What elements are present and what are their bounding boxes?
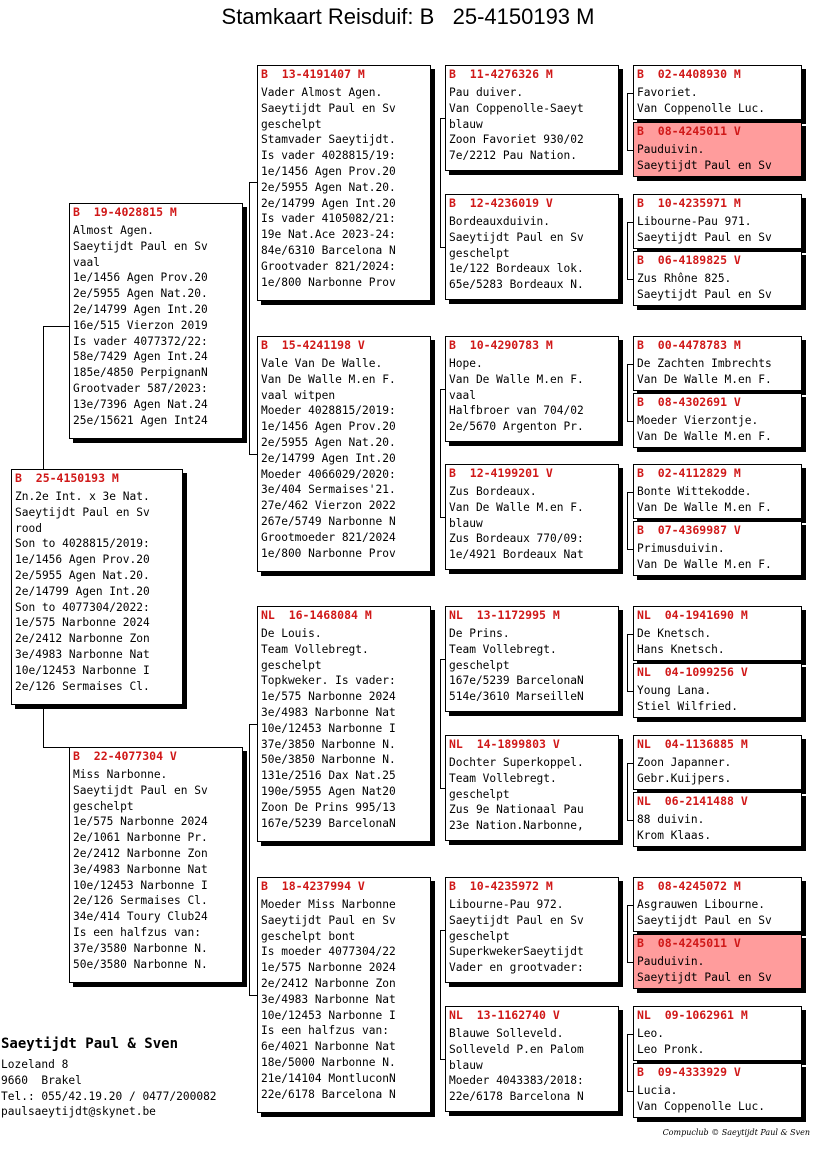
pigeon-name: Hope. xyxy=(449,357,483,370)
detail-line: 37e/3850 Narbonne N. xyxy=(261,737,396,751)
pigeon-name: Bonte Wittekodde. xyxy=(637,485,752,498)
detail-line: 1e/575 Narbonne 2024 xyxy=(73,815,208,829)
ring-number: B 10-4235972 M xyxy=(449,879,553,893)
ring-number: B 13-4191407 M xyxy=(261,67,365,81)
card-details xyxy=(446,210,618,293)
detail-line: vaal xyxy=(449,388,476,402)
detail-line: 37e/3580 Narbonne N. xyxy=(73,941,208,955)
pigeon-card-g3-7 xyxy=(445,877,619,983)
detail-line: 6e/4021 Narbonne Nat xyxy=(261,1040,396,1054)
connector-line xyxy=(440,930,441,1059)
pigeon-name: Young Lana. xyxy=(637,684,712,697)
pigeon-card-g4-4 xyxy=(633,251,802,306)
ring-number: B 19-4028815 M xyxy=(73,205,177,219)
connector-line xyxy=(627,905,628,962)
pigeon-card-g4-2 xyxy=(633,122,802,177)
detail-line: Saeytijdt Paul en Sv xyxy=(637,970,772,984)
ring-number: NL 16-1468084 M xyxy=(261,608,372,622)
detail-line: Team Vollebregt. xyxy=(449,771,557,785)
pigeon-name: Vale Van De Walle. xyxy=(261,357,383,370)
detail-line: geschelpt xyxy=(73,799,134,813)
detail-line: Van De Walle M.en F. xyxy=(261,372,396,386)
detail-line: geschelpt xyxy=(449,658,510,672)
detail-line: 185e/4850 PerpignanN xyxy=(73,366,208,380)
detail-line: geschelpt xyxy=(261,117,322,131)
detail-line: geschelpt xyxy=(261,658,322,672)
detail-line: Saeytijdt Paul en Sv xyxy=(73,783,208,797)
pigeon-name: De Knetsch. xyxy=(637,627,712,640)
pigeon-name: 88 duivin. xyxy=(637,813,705,826)
detail-line: 167e/5239 BarcelonaN xyxy=(449,674,584,688)
detail-line: 2e/1061 Narbonne Pr. xyxy=(73,831,208,845)
detail-line: 514e/3610 MarseilleN xyxy=(449,690,584,704)
detail-line: Is een halfzus van: xyxy=(73,925,201,939)
ring-number: NL 14-1899803 V xyxy=(449,737,560,751)
pigeon-name: De Louis. xyxy=(261,627,322,640)
detail-line: Krom Klaas. xyxy=(637,828,712,842)
detail-line: Son to 4028815/2019: xyxy=(15,537,150,551)
detail-line: Zus 9e Nationaal Pau xyxy=(449,803,584,817)
card-details xyxy=(634,808,801,844)
detail-line: 2e/5670 Argenton Pr. xyxy=(449,420,584,434)
ring-number: B 06-4189825 V xyxy=(637,253,741,267)
detail-line: 1e/1456 Agen Prov.20 xyxy=(261,164,396,178)
connector-line xyxy=(627,364,628,421)
detail-line: blauw xyxy=(449,117,483,131)
detail-line: 3e/4983 Narbonne Nat xyxy=(261,705,396,719)
detail-line: rood xyxy=(15,521,42,535)
detail-line: Stamvader Saeytijdt. xyxy=(261,133,396,147)
connector-line xyxy=(43,747,69,748)
pigeon-card-g4-3 xyxy=(633,194,802,249)
detail-line: 50e/3580 Narbonne N. xyxy=(73,957,208,971)
pigeon-card-ss xyxy=(257,65,431,301)
connector-line xyxy=(249,995,257,996)
pigeon-name: Zn.2e Int. x 3e Nat. xyxy=(15,490,150,503)
ring-number: B 08-4302691 V xyxy=(637,395,741,409)
card-details xyxy=(70,219,242,428)
detail-line: Van De Walle M.en F. xyxy=(449,500,584,514)
card-details xyxy=(446,622,618,705)
detail-line: Van De Walle M.en F. xyxy=(637,500,772,514)
detail-line: 1e/575 Narbonne 2024 xyxy=(261,961,396,975)
pigeon-card-g3-4 xyxy=(445,464,619,570)
detail-line: blauw xyxy=(449,516,483,530)
detail-line: 50e/3850 Narbonne N. xyxy=(261,753,396,767)
pigeon-name: Zus Bordeaux. xyxy=(449,485,537,498)
detail-line: 18e/5000 Narbonne N. xyxy=(261,1055,396,1069)
card-details xyxy=(446,352,618,435)
pigeon-card-g4-14 xyxy=(633,934,802,989)
detail-line: Halfbroer van 704/02 xyxy=(449,404,584,418)
ring-number: B 08-4245011 V xyxy=(637,936,741,950)
detail-line: geschelpt xyxy=(449,787,510,801)
pigeon-card-sd xyxy=(257,336,431,572)
connector-line xyxy=(43,326,44,469)
ring-number: B 12-4236019 V xyxy=(449,196,553,210)
card-details xyxy=(634,893,801,929)
pigeon-card-subject xyxy=(11,469,183,705)
detail-line: Son to 4077304/2022: xyxy=(15,600,150,614)
card-details xyxy=(634,1079,801,1115)
pigeon-card-g4-12 xyxy=(633,792,802,847)
detail-line: 2e/14799 Agen Int.20 xyxy=(15,584,150,598)
detail-line: Gebr.Kuijpers. xyxy=(637,771,732,785)
card-details xyxy=(634,950,801,986)
detail-line: 3e/4983 Narbonne Nat xyxy=(15,647,150,661)
pigeon-name: Pauduivin. xyxy=(637,955,705,968)
ring-number: B 25-4150193 M xyxy=(15,471,119,485)
detail-line: 1e/1456 Agen Prov.20 xyxy=(261,420,396,434)
card-details xyxy=(446,480,618,563)
detail-line: 1e/4921 Bordeaux Nat xyxy=(449,548,584,562)
detail-line: Van Coppenolle Luc. xyxy=(637,1099,765,1113)
detail-line: Zoon Favoriet 930/02 xyxy=(449,133,584,147)
card-details xyxy=(634,537,801,573)
connector-line xyxy=(249,182,250,454)
detail-line: 131e/2516 Dax Nat.25 xyxy=(261,769,396,783)
detail-line: Is een halfzus van: xyxy=(261,1024,389,1038)
ring-number: NL 13-1162740 V xyxy=(449,1008,560,1022)
pigeon-name: Primusduivin. xyxy=(637,542,725,555)
detail-line: 1e/575 Narbonne 2024 xyxy=(261,690,396,704)
detail-line: Van De Walle M.en F. xyxy=(449,372,584,386)
card-details xyxy=(258,81,430,290)
connector-line xyxy=(627,634,628,691)
connector-line xyxy=(627,492,628,549)
pigeon-card-g3-2 xyxy=(445,194,619,300)
detail-line: 1e/800 Narbonne Prov xyxy=(261,275,396,289)
ring-number: NL 04-1136885 M xyxy=(637,737,748,751)
card-details xyxy=(634,480,801,516)
detail-line: 84e/6310 Barcelona N xyxy=(261,243,396,257)
ring-number: NL 06-2141488 V xyxy=(637,794,748,808)
ring-number: B 10-4235971 M xyxy=(637,196,741,210)
pigeon-name: De Zachten Imbrechts xyxy=(637,357,772,370)
ring-number: B 15-4241198 V xyxy=(261,338,365,352)
ring-number: B 10-4290783 M xyxy=(449,338,553,352)
detail-line: Saeytijdt Paul en Sv xyxy=(637,287,772,301)
ring-number: B 02-4408930 M xyxy=(637,67,741,81)
pigeon-name: De Prins. xyxy=(449,627,510,640)
connector-line xyxy=(43,326,69,327)
card-details xyxy=(634,1022,801,1058)
detail-line: Is vader 4105082/21: xyxy=(261,212,396,226)
detail-line: 58e/7429 Agen Int.24 xyxy=(73,350,208,364)
detail-line: 65e/5283 Bordeaux N. xyxy=(449,278,584,292)
ring-number: B 12-4199201 V xyxy=(449,466,553,480)
detail-line: Moeder 4028815/2019: xyxy=(261,404,396,418)
detail-line: 1e/575 Narbonne 2024 xyxy=(15,616,150,630)
pigeon-card-g3-6 xyxy=(445,735,619,841)
detail-line: vaal witpen xyxy=(261,388,336,402)
card-details xyxy=(634,622,801,658)
ring-number: NL 09-1062961 M xyxy=(637,1008,748,1022)
detail-line: 2e/2412 Narbonne Zon xyxy=(261,976,396,990)
detail-line: Zus Bordeaux 770/09: xyxy=(449,532,584,546)
owner-address: Lozeland 8 xyxy=(1,1058,69,1071)
detail-line: Van De Walle M.en F. xyxy=(637,557,772,571)
detail-line: 10e/12453 Narbonne I xyxy=(15,663,150,677)
detail-line: 1e/1456 Agen Prov.20 xyxy=(73,271,208,285)
detail-line: Grootvader 587/2023: xyxy=(73,381,208,395)
owner-city: 9660 Brakel xyxy=(1,1073,82,1087)
pigeon-card-g4-15 xyxy=(633,1006,802,1061)
pigeon-card-g4-9 xyxy=(633,606,802,661)
ring-number: B 09-4333929 V xyxy=(637,1065,741,1079)
detail-line: 3e/4983 Narbonne Nat xyxy=(261,992,396,1006)
connector-line xyxy=(440,659,441,788)
pigeon-name: Dochter Superkoppel. xyxy=(449,756,584,769)
detail-line: geschelpt bont xyxy=(261,929,356,943)
detail-line: 23e Nation.Narbonne, xyxy=(449,819,584,833)
detail-line: 19e Nat.Ace 2023-24: xyxy=(261,228,396,242)
detail-line: 2e/14799 Agen Int.20 xyxy=(73,302,208,316)
detail-line: 1e/122 Bordeaux lok. xyxy=(449,262,584,276)
card-details xyxy=(258,352,430,561)
owner-name: Saeytijdt Paul & Sven xyxy=(1,1036,179,1052)
pigeon-name: Bordeauxduivin. xyxy=(449,215,551,228)
pigeon-card-g4-8 xyxy=(633,521,802,576)
ring-number: NL 13-1172995 M xyxy=(449,608,560,622)
detail-line: 10e/12453 Narbonne I xyxy=(261,721,396,735)
detail-line: Grootmoeder 821/2024 xyxy=(261,530,396,544)
detail-line: Grootvader 821/2024: xyxy=(261,259,396,273)
ring-number: B 07-4369987 V xyxy=(637,523,741,537)
detail-line: Zoon De Prins 995/13 xyxy=(261,800,396,814)
detail-line: Van De Walle M.en F. xyxy=(637,429,772,443)
detail-line: geschelpt xyxy=(449,246,510,260)
detail-line: 2e/5955 Agen Nat.20. xyxy=(15,568,150,582)
detail-line: Vader en grootvader: xyxy=(449,961,584,975)
detail-line: 27e/462 Vierzon 2022 xyxy=(261,499,396,513)
pigeon-name: Pau duiver. xyxy=(449,86,524,99)
detail-line: Van De Walle M.en F. xyxy=(637,372,772,386)
detail-line: Is vader 4077372/22: xyxy=(73,334,208,348)
pigeon-name: Blauwe Solleveld. xyxy=(449,1027,564,1040)
pigeon-name: Moeder Miss Narbonne xyxy=(261,898,396,911)
detail-line: 167e/5239 BarcelonaN xyxy=(261,816,396,830)
connector-line xyxy=(627,222,628,279)
detail-line: Van Coppenolle Luc. xyxy=(637,101,765,115)
card-details xyxy=(446,81,618,164)
connector-line xyxy=(627,93,628,150)
detail-line: 2e/5955 Agen Nat.20. xyxy=(261,435,396,449)
detail-line: Hans Knetsch. xyxy=(637,642,725,656)
pigeon-card-dam xyxy=(69,747,243,983)
pigeon-name: Moeder Vierzontje. xyxy=(637,414,759,427)
pigeon-name: Leo. xyxy=(637,1027,664,1040)
detail-line: Is vader 4028815/19: xyxy=(261,149,396,163)
ring-number: B 02-4112829 M xyxy=(637,466,741,480)
pigeon-card-dd xyxy=(257,877,431,1113)
detail-line: Saeytijdt Paul en Sv xyxy=(637,158,772,172)
owner-phone: Tel.: 055/42.19.20 / 0477/200082 xyxy=(1,1089,217,1103)
detail-line: Team Vollebregt. xyxy=(449,642,557,656)
detail-line: Saeytijdt Paul en Sv xyxy=(637,230,772,244)
detail-line: Stiel Wilfried. xyxy=(637,699,739,713)
detail-line: 2e/2412 Narbonne Zon xyxy=(73,846,208,860)
connector-line xyxy=(249,454,257,455)
ring-number: B 08-4245072 M xyxy=(637,879,741,893)
page-title: Stamkaart Reisduif: B 25-4150193 M xyxy=(221,4,595,29)
pigeon-card-g4-6 xyxy=(633,393,802,448)
detail-line: 1e/1456 Agen Prov.20 xyxy=(15,553,150,567)
connector-line xyxy=(627,763,628,820)
connector-line xyxy=(440,118,441,247)
detail-line: 10e/12453 Narbonne I xyxy=(73,878,208,892)
pigeon-card-g4-16 xyxy=(633,1063,802,1118)
pigeon-name: Lucia. xyxy=(637,1084,678,1097)
detail-line: Saeytijdt Paul en Sv xyxy=(261,913,396,927)
detail-line: 3e/404 Sermaises'21. xyxy=(261,483,396,497)
pigeon-card-g4-10 xyxy=(633,663,802,718)
detail-line: 267e/5749 Narbonne N xyxy=(261,514,396,528)
pigeon-name: Zoon Japanner. xyxy=(637,756,732,769)
detail-line: geschelpt xyxy=(449,929,510,943)
detail-line: Saeytijdt Paul en Sv xyxy=(637,913,772,927)
pigeon-card-g3-8 xyxy=(445,1006,619,1112)
pigeon-name: Zus Rhône 825. xyxy=(637,272,732,285)
connector-line xyxy=(627,1034,628,1091)
detail-line: Moeder 4066029/2020: xyxy=(261,467,396,481)
card-details xyxy=(634,352,801,388)
detail-line: 22e/6178 Barcelona N xyxy=(449,1090,584,1104)
detail-line: 22e/6178 Barcelona N xyxy=(261,1087,396,1101)
detail-line: vaal xyxy=(73,255,100,269)
detail-line: 190e/5955 Agen Nat20 xyxy=(261,784,396,798)
owner-block xyxy=(1,1035,217,1120)
detail-line: Is moeder 4077304/22 xyxy=(261,945,396,959)
credit-line: Compuclub © Saeytijdt Paul & Sven xyxy=(662,1128,810,1137)
detail-line: blauw xyxy=(449,1058,483,1072)
detail-line: 7e/2212 Pau Nation. xyxy=(449,149,577,163)
detail-line: Leo Pronk. xyxy=(637,1042,705,1056)
card-details xyxy=(634,751,801,787)
ring-number: NL 04-1941690 M xyxy=(637,608,748,622)
detail-line: Team Vollebregt. xyxy=(261,642,369,656)
pigeon-name: Vader Almost Agen. xyxy=(261,86,383,99)
pigeon-card-g4-11 xyxy=(633,735,802,790)
card-details xyxy=(12,485,182,694)
detail-line: Topkweker. Is vader: xyxy=(261,674,396,688)
ring-number: B 00-4478783 M xyxy=(637,338,741,352)
detail-line: 13e/7396 Agen Nat.24 xyxy=(73,397,208,411)
card-details xyxy=(634,409,801,445)
pigeon-name: Libourne-Pau 972. xyxy=(449,898,564,911)
detail-line: 34e/414 Toury Club24 xyxy=(73,910,208,924)
detail-line: 2e/2412 Narbonne Zon xyxy=(15,632,150,646)
detail-line: Saeytijdt Paul en Sv xyxy=(261,101,396,115)
detail-line: 2e/14799 Agen Int.20 xyxy=(261,196,396,210)
connector-line xyxy=(440,389,441,517)
card-details xyxy=(634,679,801,715)
detail-line: 2e/126 Sermaises Cl. xyxy=(15,679,150,693)
ring-number: NL 04-1099256 V xyxy=(637,665,748,679)
detail-line: 2e/14799 Agen Int.20 xyxy=(261,451,396,465)
card-details xyxy=(634,267,801,303)
detail-line: Solleveld P.en Palom xyxy=(449,1042,584,1056)
detail-line: SuperkwekerSaeytijdt xyxy=(449,945,584,959)
ring-number: B 22-4077304 V xyxy=(73,749,177,763)
pigeon-card-g4-5 xyxy=(633,336,802,391)
detail-line: 1e/800 Narbonne Prov xyxy=(261,546,396,560)
pigeon-name: Almost Agen. xyxy=(73,224,154,237)
pigeon-name: Favoriet. xyxy=(637,86,698,99)
owner-email: paulsaeytijdt@skynet.be xyxy=(1,1105,156,1119)
connector-line xyxy=(249,182,257,183)
pigeon-name: Asgrauwen Libourne. xyxy=(637,898,765,911)
pigeon-card-g4-13 xyxy=(633,877,802,932)
connector-line xyxy=(249,724,250,995)
detail-line: 3e/4983 Narbonne Nat xyxy=(73,862,208,876)
detail-line: 2e/5955 Agen Nat.20. xyxy=(73,287,208,301)
pigeon-card-g3-1 xyxy=(445,65,619,171)
ring-number: B 11-4276326 M xyxy=(449,67,553,81)
detail-line: Saeytijdt Paul en Sv xyxy=(15,505,150,519)
detail-line: Moeder 4043383/2018: xyxy=(449,1074,584,1088)
card-details xyxy=(634,81,801,117)
detail-line: 16e/515 Vierzon 2019 xyxy=(73,318,208,332)
pigeon-name: Miss Narbonne. xyxy=(73,768,168,781)
card-details xyxy=(70,763,242,972)
ring-number: B 08-4245011 V xyxy=(637,124,741,138)
card-details xyxy=(446,751,618,834)
detail-line: 2e/126 Sermaises Cl. xyxy=(73,894,208,908)
detail-line: Saeytijdt Paul en Sv xyxy=(449,230,584,244)
detail-line: Saeytijdt Paul en Sv xyxy=(73,239,208,253)
ring-number: B 18-4237994 V xyxy=(261,879,365,893)
card-details xyxy=(446,1022,618,1105)
card-details xyxy=(258,893,430,1102)
connector-line xyxy=(249,724,257,725)
card-details xyxy=(446,893,618,976)
pigeon-card-g4-1 xyxy=(633,65,802,120)
card-details xyxy=(258,622,430,831)
detail-line: 10e/12453 Narbonne I xyxy=(261,1008,396,1022)
pigeon-card-g3-5 xyxy=(445,606,619,712)
detail-line: 2e/5955 Agen Nat.20. xyxy=(261,180,396,194)
pigeon-name: Libourne-Pau 971. xyxy=(637,215,752,228)
detail-line: 25e/15621 Agen Int24 xyxy=(73,413,208,427)
pigeon-card-ds xyxy=(257,606,431,842)
detail-line: Van Coppenolle-Saeyt xyxy=(449,101,584,115)
pigeon-card-sire xyxy=(69,203,243,439)
pigeon-card-g4-7 xyxy=(633,464,802,519)
pigeon-card-g3-3 xyxy=(445,336,619,442)
detail-line: 21e/14104 MontluconN xyxy=(261,1071,396,1085)
pigeon-name: Pauduivin. xyxy=(637,143,705,156)
card-details xyxy=(634,138,801,174)
detail-line: Saeytijdt Paul en Sv xyxy=(449,913,584,927)
card-details xyxy=(634,210,801,246)
connector-line xyxy=(43,705,44,747)
